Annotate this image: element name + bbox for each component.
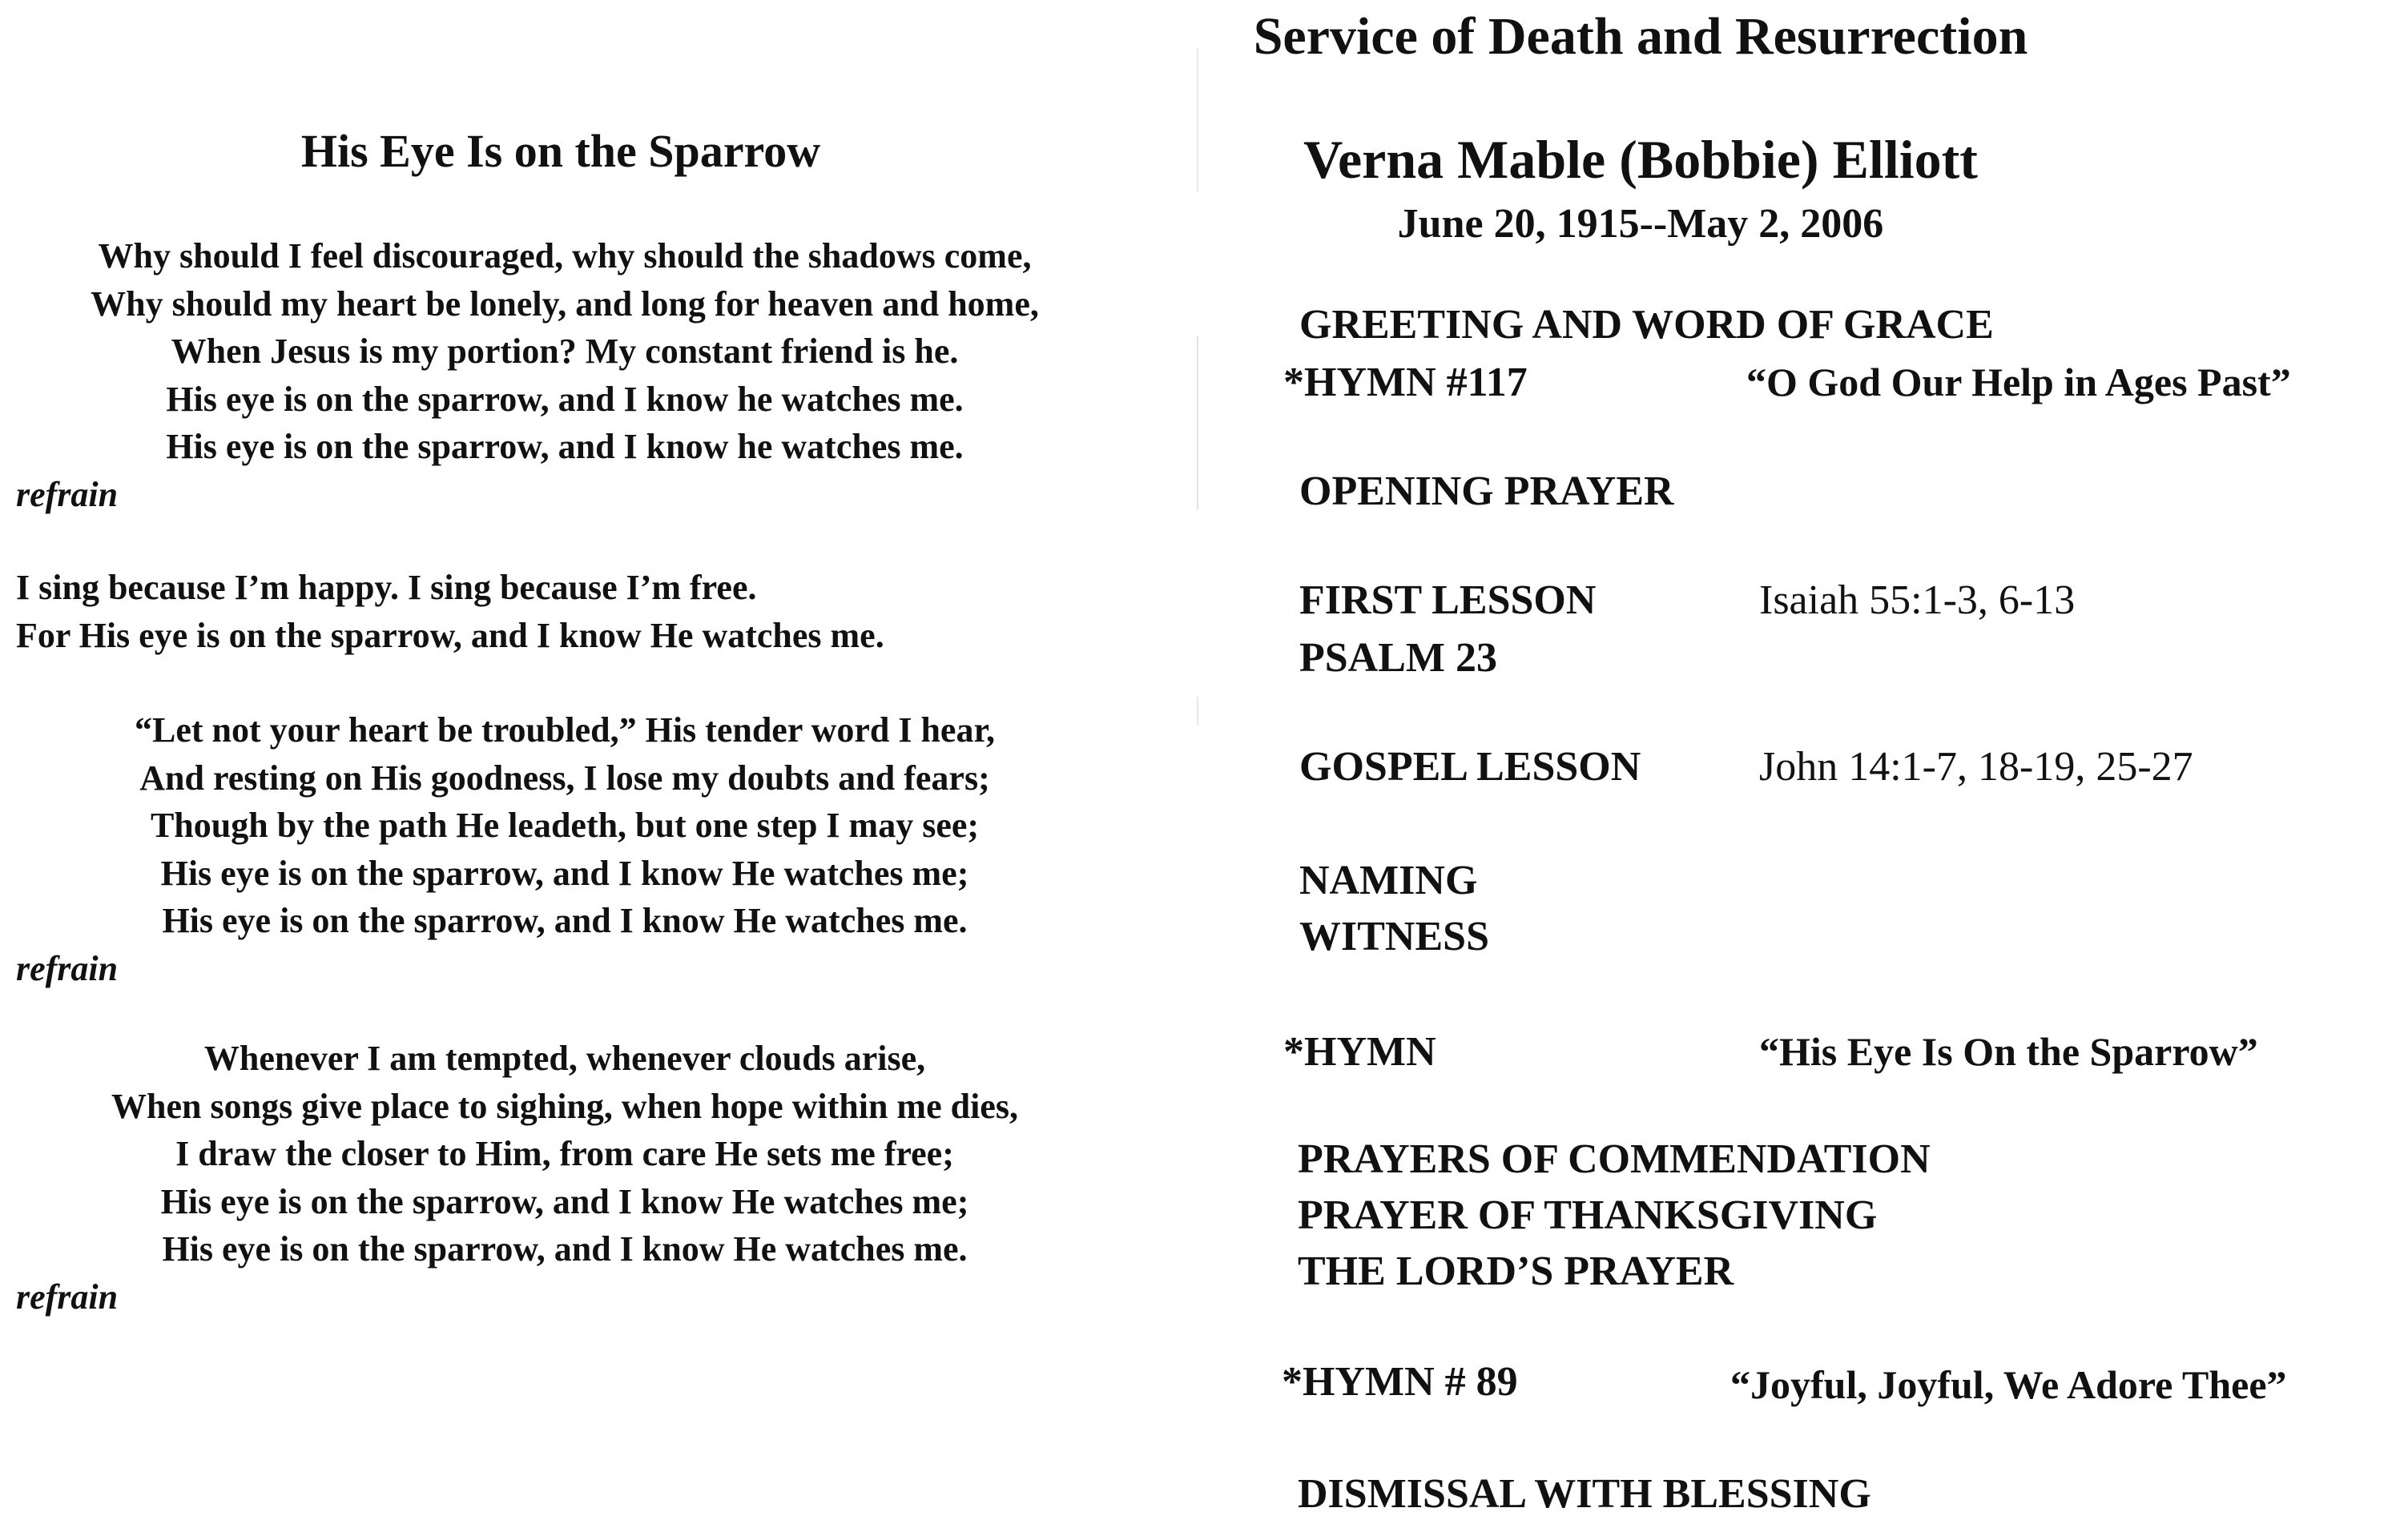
gospel-lesson: GOSPEL LESSON: [1299, 744, 1641, 790]
hymn-89-label: *HYMN # 89: [1282, 1359, 1518, 1405]
lyric-line: I draw the closer to Him, from care He sets me free;: [175, 1134, 954, 1173]
lyric-line: Why should I feel discouraged, why should the shadows come,: [98, 236, 1032, 275]
witness: WITNESS: [1299, 914, 1489, 959]
service-title: Service of Death and Resurrection: [1253, 7, 2028, 66]
lyric-line: Whenever I am tempted, whenever clouds arise,: [203, 1039, 926, 1078]
hymn-117-label: *HYMN #117: [1283, 360, 1528, 405]
lyric-line: His eye is on the sparrow, and I know He watches me;: [160, 1181, 969, 1221]
psalm: PSALM 23: [1299, 635, 1497, 681]
refrain: [16, 564, 1138, 659]
stanza-2: [0, 706, 1130, 992]
hymn-sparrow-title: “His Eye Is On the Sparrow”: [1759, 1029, 2258, 1074]
lyric-line: Why should my heart be lonely, and long for heaven and home,: [91, 283, 1039, 324]
lyric-line: His eye is on the sparrow, and I know he watches me.: [166, 379, 964, 419]
life-dates: June 20, 1915--May 2, 2006: [1397, 201, 1884, 247]
hymn-sparrow-label: *HYMN: [1283, 1029, 1436, 1075]
refrain-label: refrain: [16, 1277, 119, 1317]
hymn-title: His Eye Is on the Sparrow: [300, 125, 821, 177]
lyric-line: His eye is on the sparrow, and I know He watches me;: [160, 853, 969, 893]
stanza-3: [0, 1035, 1130, 1321]
stanza-1: [0, 232, 1130, 518]
gospel-lesson-reference: John 14:1-7, 18-19, 25-27: [1759, 744, 2193, 790]
center-fold: [1197, 48, 1198, 1490]
hymn-117-title: “O God Our Help in Ages Past”: [1746, 360, 2291, 404]
lyric-line: “Let not your heart be troubled,” His tender word I hear,: [135, 710, 995, 750]
lyric-line: Though by the path He leadeth, but one step I may see;: [150, 806, 980, 845]
naming: NAMING: [1299, 858, 1478, 903]
opening-prayer: OPENING PRAYER: [1299, 468, 1674, 514]
dismissal-with-blessing: DISMISSAL WITH BLESSING: [1298, 1471, 1871, 1517]
lords-prayer: THE LORD’S PRAYER: [1298, 1249, 1734, 1294]
deceased-name: Verna Mable (Bobbie) Elliott: [1303, 129, 1978, 190]
first-lesson-reference: Isaiah 55:1-3, 6-13: [1759, 577, 2076, 623]
lyric-line: When Jesus is my portion? My constant friend is he.: [171, 332, 959, 371]
lyric-line: His eye is on the sparrow, and I know he watches me.: [166, 427, 964, 466]
lyric-line: And resting on His goodness, I lose my doubts and fears;: [139, 758, 990, 798]
lyric-line: His eye is on the sparrow, and I know He watches me.: [162, 901, 968, 940]
lyric-line: I sing because I’m happy. I sing because I’m free.: [16, 568, 757, 607]
lyric-line: For His eye is on the sparrow, and I know He watches me.: [16, 615, 884, 655]
refrain-label: refrain: [16, 474, 119, 514]
refrain-label: refrain: [16, 948, 119, 988]
lyric-line: When songs give place to sighing, when hope within me dies,: [111, 1086, 1018, 1126]
greeting: GREETING AND WORD OF GRACE: [1299, 302, 1994, 348]
prayers-of-commendation: PRAYERS OF COMMENDATION: [1298, 1136, 1931, 1182]
first-lesson: FIRST LESSON: [1299, 577, 1597, 623]
prayer-of-thanksgiving: PRAYER OF THANKSGIVING: [1298, 1192, 1878, 1238]
hymn-89-title: “Joyful, Joyful, We Adore Thee”: [1730, 1362, 2287, 1407]
lyric-line: His eye is on the sparrow, and I know He watches me.: [162, 1229, 968, 1269]
